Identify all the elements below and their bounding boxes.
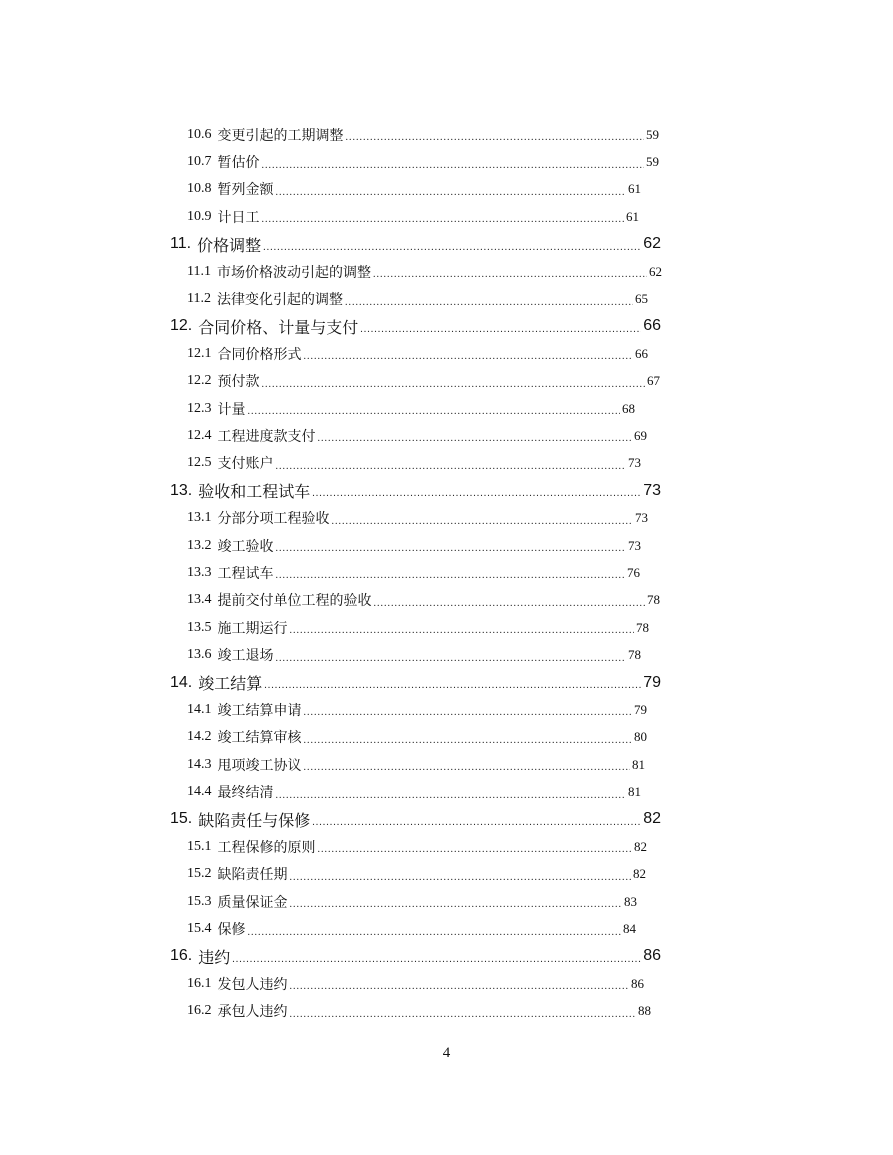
toc-entry-title: 竣工结算申请 [217, 702, 302, 719]
toc-entry-page: 83 [624, 893, 637, 909]
toc-entry-page: 73 [635, 510, 648, 526]
toc-entry-number: 15.3 [187, 893, 212, 909]
toc-entry-page: 80 [634, 729, 647, 745]
toc-entry-title: 承包人违约 [217, 1004, 288, 1021]
dot-leader [248, 406, 621, 417]
toc-section-row[interactable] [0, 641, 893, 668]
toc-entry-number: 11.1 [187, 263, 211, 279]
toc-entry-number: 13.2 [187, 537, 212, 553]
toc-entry-number: 15. [170, 810, 193, 828]
toc-entry-title: 竣工结算 [198, 674, 263, 693]
dot-leader [345, 297, 633, 308]
toc-entry-page: 65 [635, 291, 648, 307]
toc-section-row[interactable] [0, 258, 893, 285]
toc-entry-page: 79 [634, 701, 647, 717]
table-of-contents [0, 121, 893, 1025]
dot-leader [263, 242, 641, 253]
dot-leader [312, 488, 641, 499]
toc-entry-number: 12.1 [187, 345, 212, 361]
toc-entry-title: 验收和工程试车 [198, 482, 311, 502]
toc-section-row[interactable] [0, 532, 893, 559]
toc-entry-page: 88 [638, 1003, 651, 1019]
dot-leader [318, 844, 633, 855]
toc-entry-number: 11. [170, 235, 192, 253]
toc-chapter-row[interactable] [0, 477, 893, 504]
toc-entry-number: 13.1 [187, 510, 212, 526]
dot-leader [276, 187, 627, 198]
dot-leader [262, 160, 645, 171]
toc-entry-number: 10.9 [187, 208, 212, 224]
toc-entry-title: 计量 [217, 401, 246, 418]
toc-entry-title: 预付款 [217, 374, 260, 391]
toc-section-row[interactable] [0, 915, 893, 942]
toc-section-row[interactable] [0, 340, 893, 367]
toc-section-row[interactable] [0, 148, 893, 175]
dot-leader [360, 324, 641, 335]
toc-entry-title: 工程进度款支付 [217, 428, 316, 445]
toc-entry-page: 73 [628, 455, 641, 471]
dot-leader [290, 981, 630, 992]
toc-entry-page: 76 [627, 564, 640, 580]
toc-entry-title: 缺陷责任期 [217, 867, 288, 884]
toc-entry-page: 73 [643, 481, 661, 499]
toc-section-row[interactable] [0, 203, 893, 230]
toc-entry-title: 变更引起的工期调整 [217, 127, 344, 144]
toc-entry-title: 提前交付单位工程的验收 [217, 593, 372, 610]
toc-entry-number: 14. [170, 673, 193, 691]
toc-entry-title: 市场价格波动引起的调整 [216, 264, 371, 281]
toc-entry-page: 68 [622, 400, 635, 416]
toc-entry-title: 最终结清 [217, 785, 274, 802]
toc-entry-title: 竣工退场 [217, 648, 274, 665]
toc-entry-title: 计日工 [217, 209, 260, 226]
toc-entry-number: 15.2 [187, 866, 212, 882]
toc-entry-number: 13.6 [187, 647, 212, 663]
toc-entry-page: 66 [643, 317, 661, 335]
toc-entry-title: 甩项竣工协议 [217, 757, 302, 774]
dot-leader [276, 543, 627, 554]
dot-leader [290, 625, 635, 636]
toc-entry-page: 78 [636, 619, 649, 635]
toc-entry-title: 缺陷责任与保修 [198, 810, 311, 830]
toc-entry-number: 14.3 [187, 756, 212, 772]
dot-leader [304, 351, 634, 362]
toc-entry-number: 14.1 [187, 701, 212, 717]
toc-entry-number: 16.1 [187, 975, 212, 991]
toc-section-row[interactable] [0, 888, 893, 915]
dot-leader [248, 927, 622, 938]
dot-leader [276, 461, 627, 472]
toc-entry-title: 保修 [217, 922, 246, 939]
toc-entry-page: 62 [649, 263, 662, 279]
dot-leader [290, 1009, 637, 1020]
toc-entry-page: 82 [643, 810, 661, 828]
toc-section-row[interactable] [0, 395, 893, 422]
toc-entry-page: 62 [643, 235, 661, 253]
toc-entry-number: 13.5 [187, 619, 212, 635]
toc-entry-title: 质量保证金 [217, 894, 288, 911]
toc-entry-number: 12.5 [187, 455, 212, 471]
toc-section-row[interactable] [0, 724, 893, 751]
toc-entry-page: 67 [647, 373, 660, 389]
toc-entry-number: 12. [170, 317, 193, 335]
toc-entry-page: 69 [634, 427, 647, 443]
toc-chapter-row[interactable] [0, 313, 893, 340]
dot-leader [262, 379, 646, 390]
toc-section-row[interactable] [0, 696, 893, 723]
toc-entry-number: 12.2 [187, 373, 212, 389]
toc-entry-page: 78 [647, 592, 660, 608]
toc-entry-title: 工程试车 [217, 565, 274, 582]
toc-entry-page: 66 [635, 345, 648, 361]
toc-section-row[interactable] [0, 778, 893, 805]
toc-entry-title: 发包人违约 [217, 976, 288, 993]
toc-entry-title: 合同价格形式 [217, 346, 302, 363]
dot-leader [332, 516, 634, 527]
toc-chapter-row[interactable] [0, 669, 893, 696]
toc-section-row[interactable] [0, 970, 893, 997]
toc-entry-page: 73 [628, 537, 641, 553]
toc-entry-title: 支付账户 [217, 456, 274, 473]
dot-leader [262, 214, 625, 225]
toc-entry-page: 59 [646, 126, 659, 142]
toc-entry-page: 82 [633, 866, 646, 882]
toc-section-row[interactable] [0, 504, 893, 531]
toc-section-row[interactable] [0, 751, 893, 778]
toc-entry-title: 合同价格、计量与支付 [198, 317, 359, 337]
toc-entry-title: 暂列金额 [217, 182, 274, 199]
toc-entry-page: 61 [626, 208, 639, 224]
toc-chapter-row[interactable] [0, 231, 893, 258]
toc-entry-number: 11.2 [187, 291, 211, 307]
toc-entry-number: 16. [170, 947, 193, 965]
toc-entry-number: 10.7 [187, 154, 212, 170]
dot-leader [290, 872, 632, 883]
toc-entry-title: 暂估价 [217, 155, 260, 172]
toc-section-row[interactable] [0, 121, 893, 148]
toc-entry-page: 86 [643, 947, 661, 965]
toc-chapter-row[interactable] [0, 943, 893, 970]
dot-leader [290, 899, 623, 910]
toc-section-row[interactable] [0, 285, 893, 312]
toc-entry-number: 14.2 [187, 729, 212, 745]
dot-leader [276, 653, 627, 664]
toc-section-row[interactable] [0, 422, 893, 449]
toc-entry-number: 16.2 [187, 1003, 212, 1019]
toc-entry-title: 分部分项工程验收 [217, 511, 330, 528]
toc-entry-title: 价格调整 [197, 235, 262, 255]
dot-leader [374, 598, 646, 609]
toc-entry-page: 86 [631, 975, 644, 991]
toc-entry-number: 10.8 [187, 181, 212, 197]
toc-section-row[interactable] [0, 587, 893, 614]
toc-entry-page: 78 [628, 647, 641, 663]
toc-entry-number: 15.4 [187, 921, 212, 937]
toc-entry-page: 81 [628, 784, 641, 800]
toc-chapter-row[interactable] [0, 806, 893, 833]
toc-section-row[interactable] [0, 176, 893, 203]
toc-entry-number: 12.3 [187, 400, 212, 416]
dot-leader [304, 735, 633, 746]
dot-leader [373, 269, 647, 280]
toc-entry-title: 工程保修的原则 [217, 839, 316, 856]
toc-entry-page: 79 [643, 673, 661, 691]
toc-section-row[interactable] [0, 450, 893, 477]
toc-entry-number: 15.1 [187, 838, 212, 854]
dot-leader [312, 817, 641, 828]
toc-section-row[interactable] [0, 614, 893, 641]
toc-section-row[interactable] [0, 998, 893, 1025]
toc-entry-title: 施工期运行 [217, 620, 288, 637]
toc-section-row[interactable] [0, 861, 893, 888]
dot-leader [276, 570, 626, 581]
toc-entry-number: 13.4 [187, 592, 212, 608]
toc-entry-page: 59 [646, 154, 659, 170]
dot-leader [304, 707, 633, 718]
dot-leader [304, 762, 631, 773]
toc-entry-number: 13. [170, 481, 193, 499]
toc-section-row[interactable] [0, 833, 893, 860]
toc-entry-title: 竣工验收 [217, 538, 274, 555]
dot-leader [318, 433, 633, 444]
toc-entry-title: 违约 [198, 947, 231, 967]
dot-leader [346, 132, 645, 143]
toc-entry-number: 12.4 [187, 427, 212, 443]
dot-leader [232, 954, 641, 965]
dot-leader [264, 680, 641, 691]
toc-entry-number: 10.6 [187, 126, 212, 142]
toc-section-row[interactable] [0, 559, 893, 586]
toc-entry-page: 81 [632, 756, 645, 772]
toc-entry-page: 82 [634, 838, 647, 854]
toc-entry-page: 84 [623, 921, 636, 937]
toc-entry-page: 61 [628, 181, 641, 197]
toc-entry-title: 法律变化引起的调整 [216, 292, 343, 309]
toc-entry-title: 竣工结算审核 [217, 730, 302, 747]
toc-entry-number: 13.3 [187, 564, 212, 580]
page-number: 4 [442, 1045, 451, 1061]
toc-section-row[interactable] [0, 368, 893, 395]
toc-entry-number: 14.4 [187, 784, 212, 800]
dot-leader [276, 790, 627, 801]
